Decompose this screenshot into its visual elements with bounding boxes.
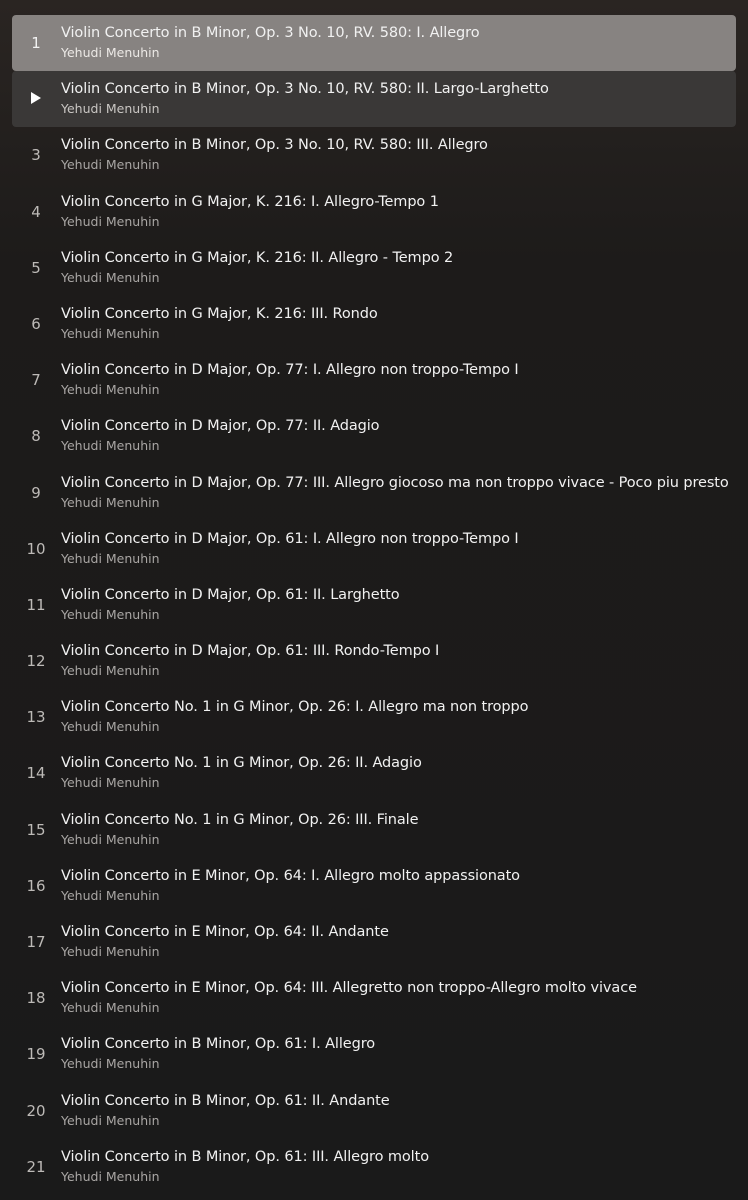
track-info <box>61 79 736 117</box>
track-number: 20 <box>26 1101 46 1120</box>
track-number: 5 <box>31 258 41 277</box>
track-number: 4 <box>31 202 41 221</box>
track-info <box>61 1034 748 1072</box>
track-title: Violin Concerto No. 1 in G Minor, Op. 26: III. Finale <box>61 811 419 828</box>
track-title: Violin Concerto No. 1 in G Minor, Op. 26: II. Adagio <box>61 755 422 772</box>
track-row[interactable] <box>0 802 748 858</box>
track-info <box>61 192 748 230</box>
track-row[interactable] <box>0 577 748 633</box>
track-artist[interactable]: Yehudi Menuhin <box>61 550 160 566</box>
track-list <box>0 15 748 1195</box>
track-number: 17 <box>26 933 46 951</box>
track-number: 6 <box>31 314 41 333</box>
track-artist[interactable]: Yehudi Menuhin <box>61 213 160 229</box>
track-artist[interactable]: Yehudi Menuhin <box>61 831 160 847</box>
track-title: Violin Concerto in G Major, K. 216: III. Rondo <box>61 305 378 322</box>
track-info <box>61 529 748 567</box>
track-artist[interactable]: Yehudi Menuhin <box>61 1112 160 1128</box>
track-artist[interactable]: Yehudi Menuhin <box>61 663 160 679</box>
track-artist[interactable]: Yehudi Menuhin <box>61 494 160 510</box>
track-info <box>61 23 736 61</box>
track-artist[interactable]: Yehudi Menuhin <box>61 157 160 173</box>
track-artist[interactable]: Yehudi Menuhin <box>61 719 160 735</box>
track-info <box>61 978 748 1016</box>
track-title: Violin Concerto in B Minor, Op. 61: III. Allegro molto <box>61 1148 429 1165</box>
track-artist[interactable]: Yehudi Menuhin <box>61 1000 160 1016</box>
track-row[interactable] <box>0 296 748 352</box>
track-info <box>61 360 748 398</box>
track-row[interactable] <box>0 521 748 577</box>
track-title: Violin Concerto in D Major, Op. 61: I. Allegro non troppo-Tempo I <box>61 530 519 547</box>
track-title: Violin Concerto in E Minor, Op. 64: II. Andante <box>61 924 389 940</box>
track-info <box>61 585 748 623</box>
track-info <box>61 1147 748 1185</box>
track-number: 13 <box>26 708 46 727</box>
track-row[interactable] <box>0 858 748 914</box>
track-number: 19 <box>26 1045 46 1064</box>
track-title: Violin Concerto in G Major, K. 216: II. Allegro - Tempo 2 <box>61 249 454 266</box>
track-info <box>61 641 748 679</box>
track-row[interactable] <box>0 465 748 521</box>
track-title: Violin Concerto in B Minor, Op. 3 No. 10, RV. 580: I. Allegro <box>61 25 480 41</box>
track-row[interactable] <box>0 970 748 1026</box>
track-row[interactable] <box>0 240 748 296</box>
track-title: Violin Concerto in D Major, Op. 77: III. Allegro giocoso ma non troppo vivace - Poco piu presto <box>61 474 729 491</box>
track-artist[interactable]: Yehudi Menuhin <box>61 606 160 622</box>
track-info <box>61 248 748 286</box>
track-title: Violin Concerto in B Minor, Op. 61: I. Allegro <box>61 1036 376 1053</box>
track-row[interactable] <box>0 127 748 183</box>
track-number: 16 <box>26 876 46 895</box>
track-row[interactable] <box>0 408 748 464</box>
track-artist[interactable]: Yehudi Menuhin <box>61 887 160 903</box>
track-row[interactable] <box>0 184 748 240</box>
track-number: 14 <box>26 764 46 783</box>
track-number: 21 <box>26 1157 46 1176</box>
track-artist[interactable]: Yehudi Menuhin <box>61 101 160 117</box>
track-title: Violin Concerto in B Minor, Op. 3 No. 10, RV. 580: III. Allegro <box>61 137 488 154</box>
track-info <box>61 753 748 791</box>
track-artist[interactable]: Yehudi Menuhin <box>61 438 160 454</box>
track-row[interactable] <box>0 1083 748 1139</box>
track-number: 12 <box>26 652 46 671</box>
track-artist[interactable]: Yehudi Menuhin <box>61 269 160 285</box>
track-number: 15 <box>26 820 46 839</box>
play-icon[interactable] <box>31 92 41 104</box>
track-artist[interactable]: Yehudi Menuhin <box>61 45 160 60</box>
track-row[interactable] <box>0 633 748 689</box>
track-artist[interactable]: Yehudi Menuhin <box>61 775 160 791</box>
track-row[interactable] <box>0 1026 748 1082</box>
track-title: Violin Concerto in B Minor, Op. 3 No. 10, RV. 580: II. Largo-Larghetto <box>61 81 549 98</box>
track-number: 11 <box>26 595 46 614</box>
track-row[interactable] <box>0 689 748 745</box>
track-artist[interactable]: Yehudi Menuhin <box>61 1168 160 1184</box>
track-row[interactable] <box>0 745 748 801</box>
track-info <box>61 1091 748 1129</box>
track-title: Violin Concerto in D Major, Op. 77: I. Allegro non troppo-Tempo I <box>61 362 519 379</box>
track-title: Violin Concerto in D Major, Op. 77: II. Adagio <box>61 418 380 435</box>
track-info <box>61 473 748 511</box>
track-artist[interactable]: Yehudi Menuhin <box>61 1056 160 1072</box>
track-title: Violin Concerto in B Minor, Op. 61: II. Andante <box>61 1092 390 1109</box>
track-info <box>61 697 748 735</box>
track-artist[interactable]: Yehudi Menuhin <box>61 325 160 341</box>
track-number: 10 <box>26 539 46 558</box>
track-title: Violin Concerto in E Minor, Op. 64: III. Allegretto non troppo-Allegro molto vivace <box>61 980 637 997</box>
track-artist[interactable]: Yehudi Menuhin <box>61 944 160 959</box>
track-row[interactable] <box>12 15 736 71</box>
track-info <box>61 416 748 454</box>
track-info <box>61 135 748 173</box>
track-number: 7 <box>31 371 41 390</box>
track-info <box>61 810 748 848</box>
track-row[interactable] <box>12 71 736 127</box>
track-number: 9 <box>31 483 41 502</box>
track-number: 1 <box>31 34 41 52</box>
track-info <box>61 866 748 904</box>
track-number: 3 <box>31 146 41 165</box>
track-title: Violin Concerto in D Major, Op. 61: II. Larghetto <box>61 586 400 603</box>
track-number: 8 <box>31 427 41 446</box>
track-title: Violin Concerto in E Minor, Op. 64: I. Allegro molto appassionato <box>61 867 520 884</box>
track-info <box>61 922 748 960</box>
track-row[interactable] <box>0 352 748 408</box>
track-title: Violin Concerto in G Major, K. 216: I. Allegro-Tempo 1 <box>61 193 439 210</box>
track-row[interactable] <box>0 914 748 970</box>
track-row[interactable] <box>0 1139 748 1195</box>
track-artist[interactable]: Yehudi Menuhin <box>61 382 160 398</box>
track-info <box>61 304 748 342</box>
track-number: 18 <box>26 989 46 1008</box>
track-title: Violin Concerto No. 1 in G Minor, Op. 26: I. Allegro ma non troppo <box>61 699 529 716</box>
track-title: Violin Concerto in D Major, Op. 61: III. Rondo-Tempo I <box>61 643 440 660</box>
